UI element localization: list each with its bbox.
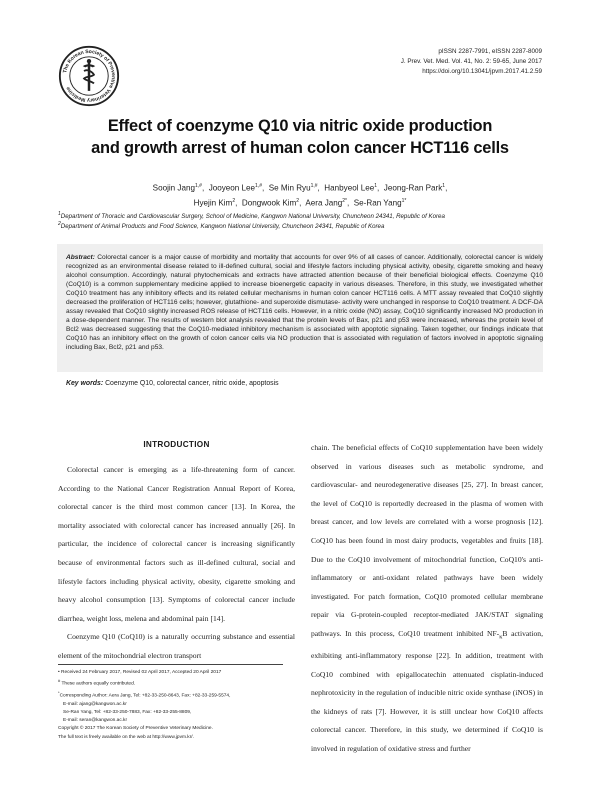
author-name: Soojin Jang	[152, 183, 195, 193]
footnote-divider	[58, 664, 283, 665]
author-sup: 1,#	[310, 183, 318, 189]
footnotes	[58, 669, 298, 742]
paper-title	[40, 115, 560, 159]
intro-paragraph-1: Colorectal cancer is emerging as a life-threatening form of cancer. According to the National Cancer Registration Annual Report of Korea, colorectal cancer is the third most common cancer [13]. In Korea, the mortality associated with colorectal cancer has increased annually [26]. In particular, the incidence of colorectal cancer is increasing significantly because of environmental factors such as ill-defined cultural, social and lifestyle factors including physical activity, obesity, cigarette smoking and heavy alcohol consumption [13]. Symptoms of colorectal cancer include diarrhea, weight loss, melena and abdominal pain [14].	[58, 465, 295, 623]
affiliation-text: Department of Animal Products and Food Science, Kangwon National University, Chuncheon 24341, Republic of Korea	[60, 222, 385, 230]
abstract-label: Abstract:	[66, 254, 95, 261]
affiliation-text: Department of Thoracic and Cardiovascular Surgery, School of Medicine, Kangwon National University, Chuncheon 24341, Republic of Korea	[60, 213, 445, 221]
fulltext-note: The full text is freely available on the web at http://www.jpvm.kr/.	[58, 734, 194, 740]
kappa-subscript: κ	[499, 633, 503, 641]
affiliations	[58, 211, 445, 231]
intro-text-a: chain. The beneficial effects of CoQ10 supplementation have been widely observed in various diseases such as metabolic syndrome, and cardiovascular- and neurodegenerative diseases [25, 27]. In breast cancer, the level of CoQ10 is reportedly decreased in the plasma of women with breast cancer, and low levels are correlated with a worse prognosis [12]. CoQ10 has been found in most dairy products, vegetables and fruits [18]. Due to the CoQ10 involvement of mitochondrial function, CoQ10's anti-inflammatory or anti-oxidant related pathways have been widely investigated. For patch formation, CoQ10 promoted cellular membrane repair via G-protein-coupled receptor-mediated JAK/STAT signaling pathways. In this process, CoQ10 treatment inhibited NF-	[311, 443, 543, 638]
author-list	[40, 180, 560, 209]
author-name: Se Min Ryu	[268, 183, 311, 193]
corr2-text: Se-Ran Yang, Tel: +82-33-250-7883, Fax: +82-33-255-8809,	[63, 710, 192, 715]
author-name: Hanbyeol Lee	[324, 183, 375, 193]
citation: J. Prev. Vet. Med. Vol. 41, No. 2: 59-65, June 2017	[400, 58, 542, 65]
society-logo	[58, 45, 120, 107]
author-name: Jeong-Ran Park	[383, 183, 443, 193]
corr1-text: Corresponding Author: Aera Jang, Tel: +82-33-250-8643, Fax: +82-33-259-5574,	[59, 693, 231, 699]
corr1-email[interactable]: E-mail: ajang@kangwon.ac.kr	[63, 701, 127, 707]
footnote-corresponding	[58, 689, 298, 701]
author-sup: 2	[232, 197, 236, 204]
author-sup: 2	[296, 197, 300, 204]
abstract	[66, 253, 543, 353]
author-sup: 2*	[342, 197, 348, 204]
corr-mark: *	[58, 690, 60, 695]
caduceus-icon	[83, 59, 95, 91]
author-name: Aera Jang	[305, 198, 343, 208]
keywords-label: Key words:	[66, 380, 104, 387]
received-dates: Received 24 February 2017, Revised 02 April 2017, Accepted 20 April 2017	[61, 670, 222, 675]
author-line-2: Hyejin Kim$^2$, Dongwook Kim$^2$, Aera Jang$^{2*}$, Se-Ran Yang$^{1*}$	[193, 197, 407, 208]
corr2-email[interactable]: E-mail: seran@kangwon.ac.kr	[63, 718, 128, 724]
affiliation-1	[58, 211, 445, 221]
journal-info	[401, 47, 542, 77]
keywords	[66, 380, 279, 387]
logo-ring-text: The Korean Society of Preventive Veterinary Medicine	[62, 49, 116, 103]
author-sup: 1	[374, 183, 378, 189]
intro-paragraph-continued	[311, 439, 543, 759]
footnote-received: • Received 24 February 2017, Revised 02 April 2017, Accepted 20 April 2017	[58, 670, 222, 675]
affiliation-sup: 2	[58, 220, 61, 227]
intro-paragraph-2: Coenzyme Q10 (CoQ10) is a naturally occurring substance and essential element of the mitochondrial electron transport	[58, 632, 295, 660]
author-sup: 1	[442, 183, 446, 189]
equal-text: These authors equally contributed.	[61, 681, 136, 687]
author-name: Jooyeon Lee	[208, 183, 256, 193]
title-line-2: and growth arrest of human colon cancer HCT116 cells	[91, 139, 509, 157]
author-sup: 1*	[401, 197, 407, 204]
abstract-text: Colorectal cancer is a major cause of morbidity and mortality that accounts for over 9% of all cases of cancer. Additionally, colorectal cancer is widely recognized as an environmental disease related to ill-defined cultural, social and lifestyle factors including physical activity, obesity, cigarette smoking and heavy alcohol consumption. Accordingly, natural phytochemicals and extracts have attracted attention because of their beneficial biological effects. Coenzyme Q10 (CoQ10) is a common supplementary medicine applied to increase bioenergetic capacity in various diseases. Therefore, in this study, we investigated whether CoQ10 treatment has any inhibitory effects and its related cellular mechanisms in human colon cancer HCT116 cells. A MTT assay revealed that CoQ10 slightly decreased the proliferation of HCT116 cells; however, glutathione- and superoxide dismutase- activity were unchanged in response to CoQ10 treatment. A DCF-DA assay revealed that CoQ10 slightly increased ROS release of HCT116 cells. However, in a nitric oxide (NO) assay, CoQ10 significantly increased NO production in a dose-dependent manner. The results of western blot analysis revealed that the protein levels of Bax, p21 and p53 were increased, whereas the protein level of Bcl2 was decreased suggesting that the CoQ10-mediated inhibitory mechanism is associated with apoptotic signaling. Taken together, our findings indicate that CoQ10 has an inhibitory effect on the growth of colon cancer cells via NO production that is associated with regulation of factors involved in apoptotic signaling including Bax, Bcl2, p21 and p53.	[66, 254, 543, 352]
keywords-text: Coenzyme Q10, colorectal cancer, nitric oxide, apoptosis	[105, 380, 279, 387]
section-heading: INTRODUCTION	[143, 440, 210, 449]
doi-link[interactable]: https://doi.org/10.13041/jpvm.2017.41.2.59	[422, 68, 542, 75]
right-column	[311, 439, 543, 759]
author-name: Dongwook Kim	[241, 198, 297, 208]
affiliation-2	[58, 221, 445, 231]
title-line-1: Effect of coenzyme Q10 via nitric oxide production	[107, 117, 493, 135]
left-column	[58, 461, 295, 666]
equal-mark: #	[58, 678, 61, 684]
author-line-1: Soojin Jang$^{1,\#}$, Jooyeon Lee$^{1,\#}$, Se Min Ryu$^{1,\#}$, Hanbyeol Lee$^1$, Jeong-Ran Park$^1$,	[152, 183, 448, 193]
copyright: Copyright © 2017 The Korean Society of Preventive Veterinary Medicine.	[58, 726, 213, 732]
footnote-equal	[58, 677, 298, 689]
issn: pISSN 2287-7991, eISSN 2287-8009	[438, 48, 542, 55]
affiliation-sup: 1	[58, 211, 61, 217]
author-sup: 1,#	[255, 183, 262, 189]
author-name: Se-Ran Yang	[353, 198, 402, 208]
author-sup: 1,#	[194, 183, 202, 189]
author-name: Hyejin Kim	[193, 198, 233, 208]
intro-text-b: B activation, exhibiting anti-inflammatory response [22]. In addition, treatment with CoQ10 combined with epigallocatechin attenuated cisplatin-induced nephrotoxicity in the regulation of inducible nitric oxide synthase (iNOS) in the kidneys of rats [7]. However, it is still unclear how CoQ10 affects colorectal cancer. Therefore, in this study, we determined if CoQ10 is involved in regulation of oxidative stress and further	[311, 628, 543, 754]
